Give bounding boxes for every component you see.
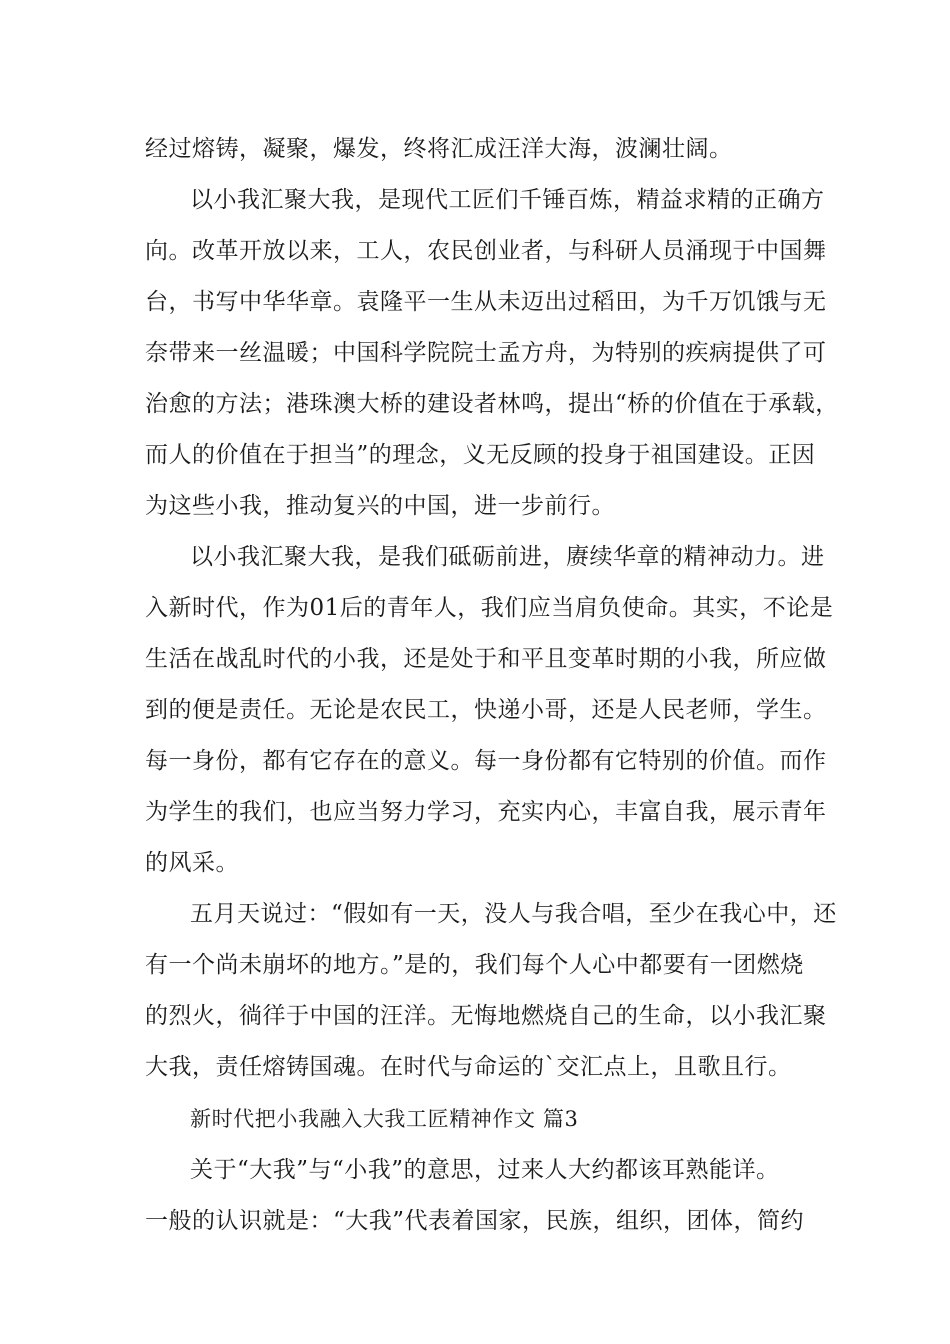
text-line: 治愈的方法；港珠澳大桥的建设者林鸣，提出“桥的价值在于承载， bbox=[145, 391, 839, 417]
paragraph-first-line: 关于“大我”与“小我”的意思，过来人大约都该耳熟能详。 bbox=[190, 1157, 780, 1183]
text-line: 一般的认识就是：“大我”代表着国家，民族，组织，团体，简约 bbox=[145, 1208, 805, 1234]
text-line: 而人的价值在于担当”的理念，义无反顾的投身于祖国建设。正因 bbox=[145, 442, 816, 468]
text-line: 大我，责任熔铸国魂。在时代与命运的`交汇点上，且歌且行。 bbox=[145, 1054, 792, 1080]
text-line: 为学生的我们，也应当努力学习，充实内心，丰富自我，展示青年 bbox=[145, 799, 827, 825]
text-line: 入新时代，作为01后的青年人，我们应当肩负使命。其实，不论是 bbox=[145, 595, 834, 621]
text-line: 奈带来一丝温暖；中国科学院院士孟方舟，为特别的疾病提供了可 bbox=[145, 340, 827, 366]
text-line: 有一个尚未崩坏的地方。”是的，我们每个人心中都要有一团燃烧 bbox=[145, 952, 804, 978]
text-line: 台，书写中华华章。袁隆平一生从未迈出过稻田，为千万饥饿与无 bbox=[145, 289, 827, 315]
text-line: 生活在战乱时代的小我，还是处于和平且变革时期的小我，所应做 bbox=[145, 646, 827, 672]
text-line: 的风采。 bbox=[145, 850, 239, 876]
text-line: 的烈火，徜徉于中国的汪洋。无悔地燃烧自己的生命，以小我汇聚 bbox=[145, 1003, 827, 1029]
text-line: 经过熔铸，凝聚，爆发，终将汇成汪洋大海，波澜壮阔。 bbox=[145, 136, 733, 162]
section-heading: 新时代把小我融入大我工匠精神作文 篇3 bbox=[190, 1107, 579, 1131]
paragraph-first-line: 以小我汇聚大我，是我们砥砺前进，赓续华章的精神动力。进 bbox=[190, 544, 825, 570]
paragraph-first-line: 五月天说过：“假如有一天，没人与我合唱，至少在我心中，还 bbox=[190, 901, 837, 927]
text-line: 到的便是责任。无论是农民工，快递小哥，还是人民老师，学生。 bbox=[145, 697, 827, 723]
text-line: 每一身份，都有它存在的意义。每一身份都有它特别的价值。而作 bbox=[145, 748, 827, 774]
text-line: 向。改革开放以来，工人，农民创业者，与科研人员涌现于中国舞 bbox=[145, 238, 827, 264]
paragraph-first-line: 以小我汇聚大我，是现代工匠们千锤百炼，精益求精的正确方 bbox=[190, 187, 825, 213]
text-line: 为这些小我，推动复兴的中国，进一步前行。 bbox=[145, 493, 615, 519]
